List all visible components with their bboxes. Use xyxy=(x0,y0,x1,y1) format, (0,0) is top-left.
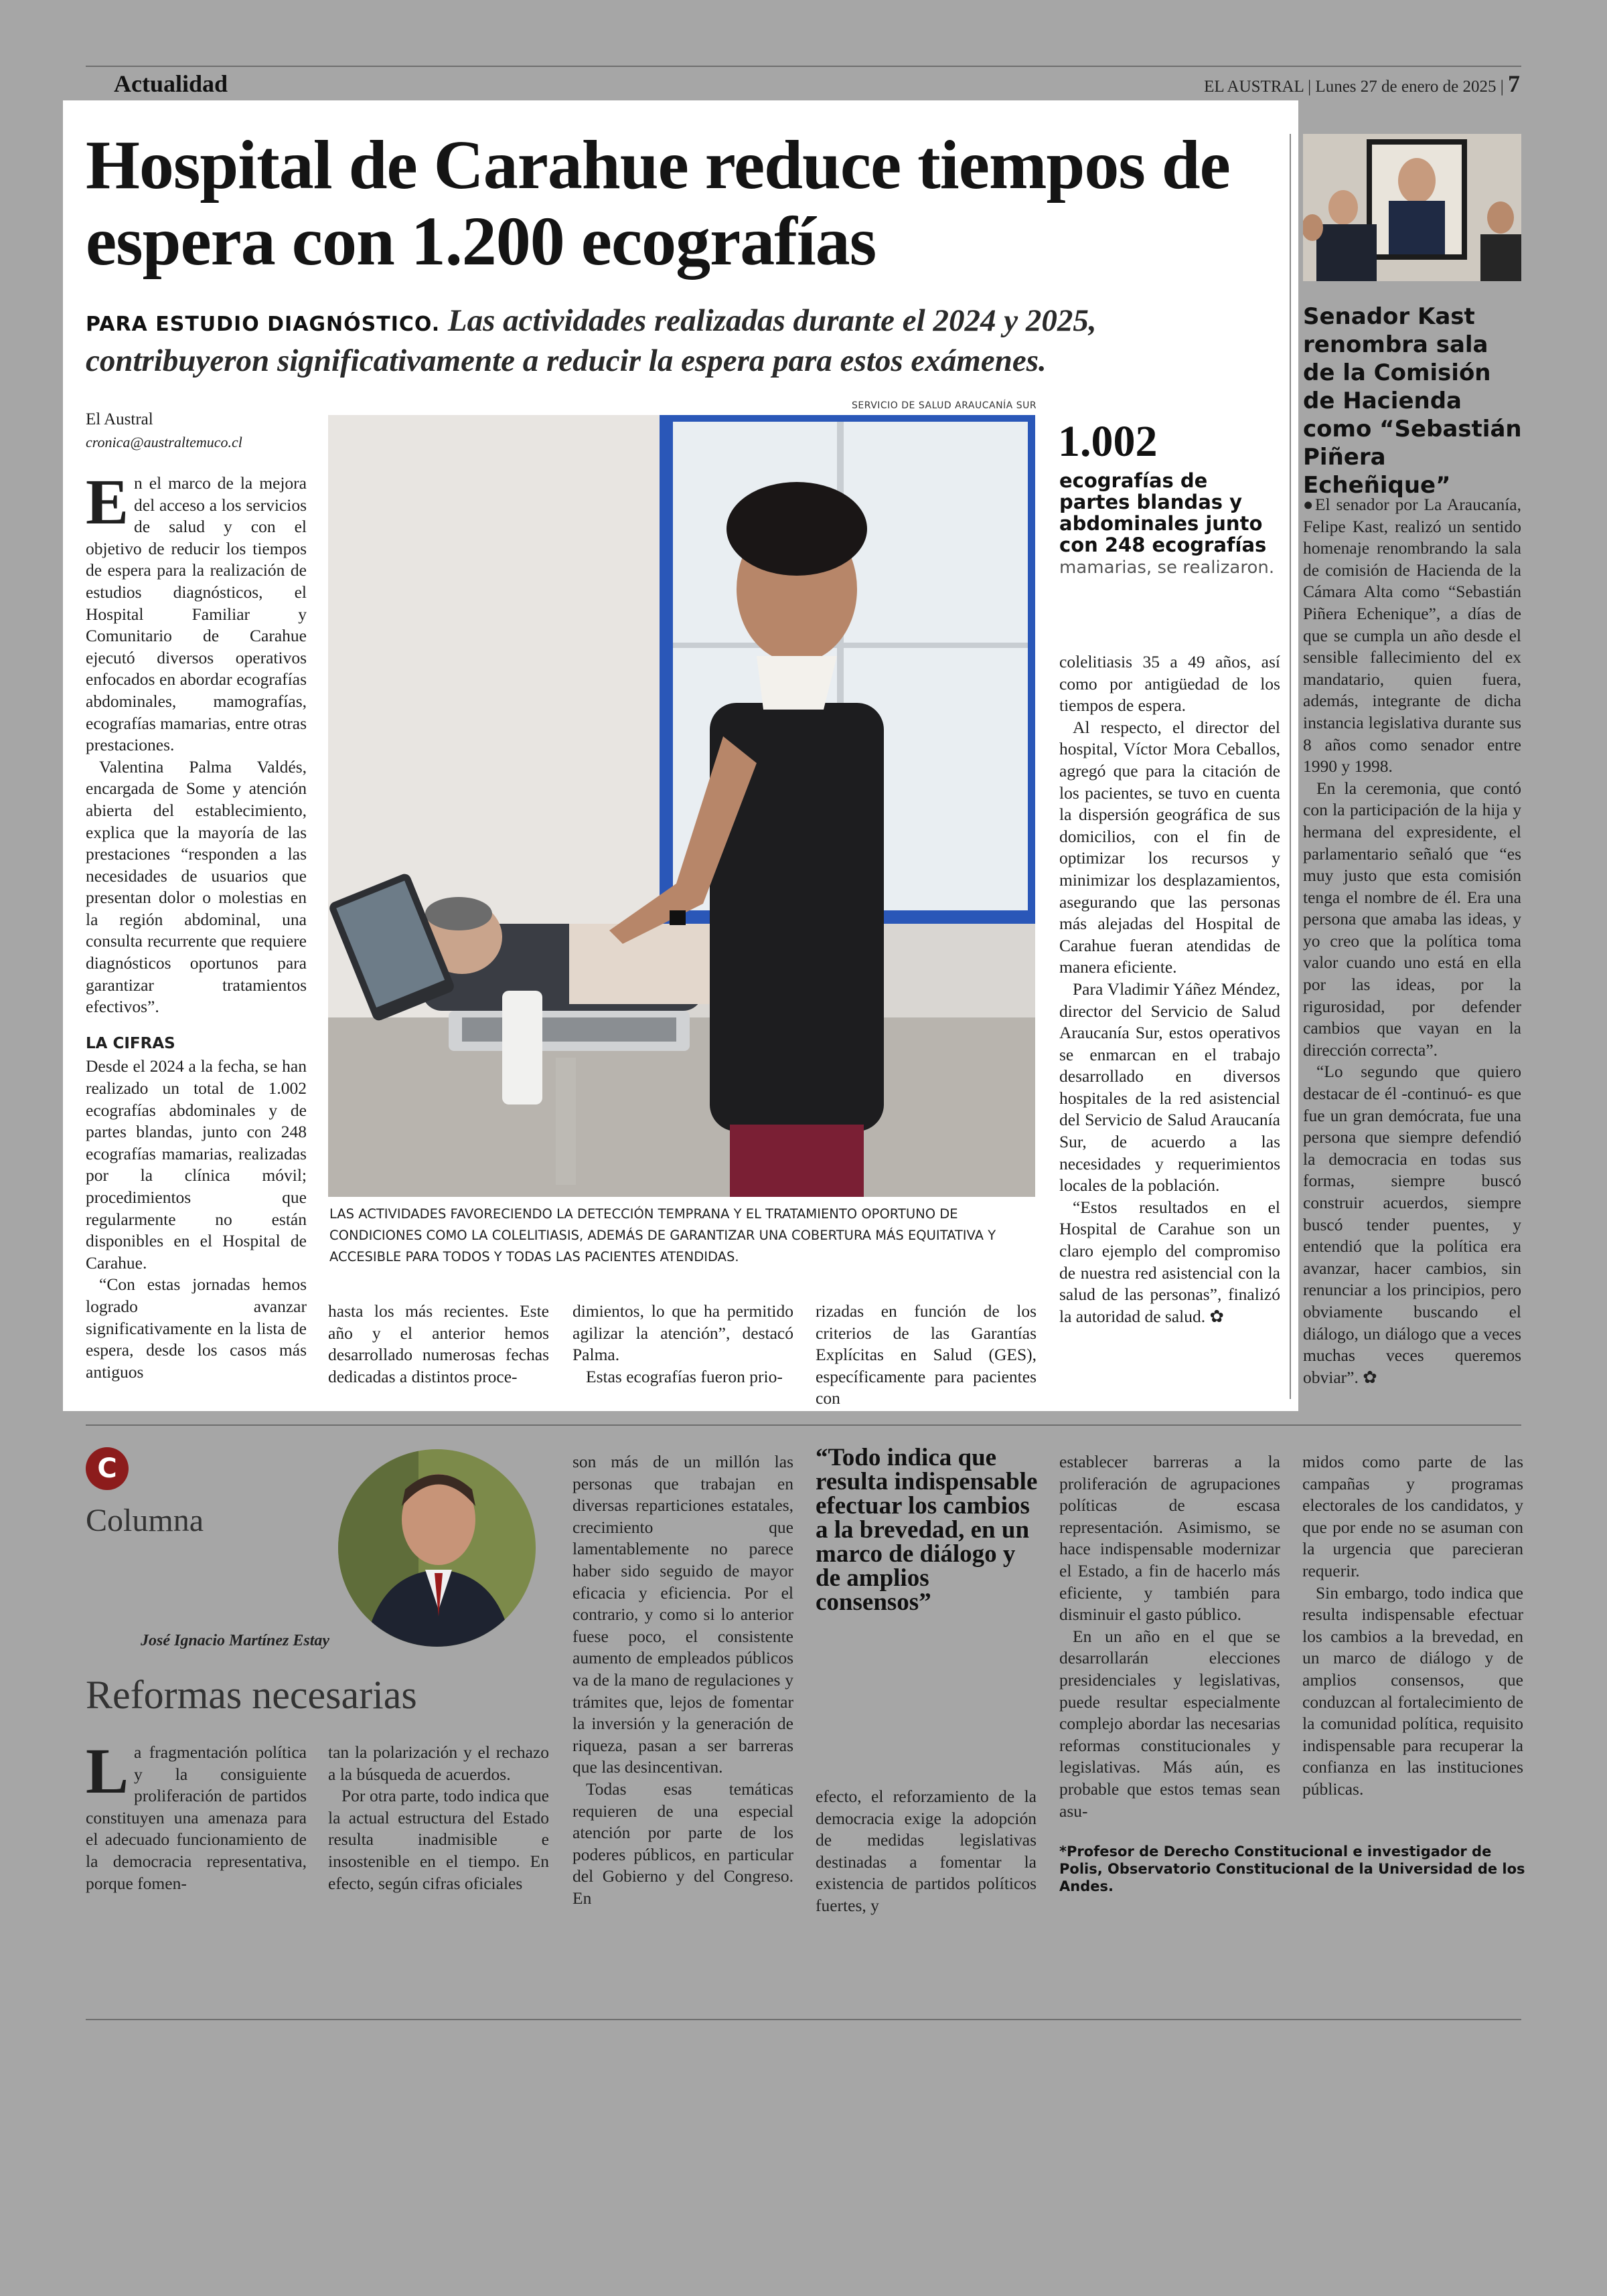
article-col2-text: hasta los más recientes. Este año y el anterior hemos desarrollado numerosas fechas dedicadas a distintos proce- xyxy=(328,1301,549,1386)
byline xyxy=(86,408,242,454)
article-col5-p4-text: “Estos resultados en el Hospital de Carahue son un claro ejemplo del compromiso de nuestra red asistencial con la salud de las personas”, finalizó la autoridad de salud. xyxy=(1059,1197,1280,1326)
sidebar-body xyxy=(1303,494,1521,1388)
stat-bold: ecografías de partes blandas y abdominales junto con 248 ecografías xyxy=(1059,469,1267,556)
masthead-meta: EL AUSTRAL | Lunes 27 de enero de 2025 | 7 xyxy=(1204,70,1520,97)
article-col1-p4: “Con estas jornadas hemos logrado avanzar significativamente en la lista de espera, desde los casos más antiguos xyxy=(86,1275,307,1382)
column-title: Reformas necesarias xyxy=(86,1673,417,1717)
sidebar-p2: En la ceremonia, que contó con la participación de la hija y hermana del expresidente, el parlamentario señaló que “es muy justo que esta comisión tenga el nombre de él. Era una persona que amaba las ideas, y yo creo que la política toma valor cuando uno está en ella por las ideas, por la rigurosidad, por defender cambios que vayan en la dirección correcta”. xyxy=(1303,778,1521,1060)
stat-text xyxy=(1059,470,1280,578)
column-c2-p2: Por otra parte, todo indica que la actual estructura del Estado resulta inadmisible e insostenible en el tiempo. En efecto, según cifras oficiales xyxy=(328,1786,549,1893)
column-dropcap: L xyxy=(86,1735,129,1807)
column-col-3 xyxy=(572,1451,793,1909)
sidebar-divider xyxy=(1290,134,1291,1399)
sidebar-headline: Senador Kast renombra sala de la Comisión de Hacienda como “Sebastián Piñera Echeñique” xyxy=(1303,303,1522,499)
article-col-5 xyxy=(1059,651,1280,1327)
column-badge-icon: C xyxy=(86,1447,129,1490)
column-c6-p1: midos como parte de las campañas y programas electorales de los candidatos, y que por ende no se asuman con la urgencia que parecieran requerir. xyxy=(1302,1452,1523,1580)
article-col5-p3: Para Vladimir Yáñez Méndez, director del Servicio de Salud Araucanía Sur, estos operativos se enmarcan en el trabajo desarrollado en diversos hospitales de la red asistencial del Servicio de Salud Araucanía Sur, de acuerdo a las necesidades y requerimientos locales de la población. xyxy=(1059,979,1280,1196)
stat-rest: mamarias, se realizaron. xyxy=(1059,558,1275,578)
byline-email: cronica@australtemuco.cl xyxy=(86,434,242,450)
sidebar-photo-illustration xyxy=(1303,134,1521,281)
article-col-3 xyxy=(572,1301,793,1388)
column-col-6 xyxy=(1302,1451,1523,1801)
sidebar-p3-text: “Lo segundo que quiero destacar de él -continuó- es que fue un gran demócrata, fue una persona que siempre defendió la democracia en todas sus formas, siempre buscó construir acuerdos, siempre buscó tender puentes, y entendió que la política era avanzar, hacer cambios, sin renunciar a los principios, pero obviamente buscando el diálogo, un diálogo que a veces muchas veces queremos obviar”. xyxy=(1303,1062,1521,1387)
article-col5-p2: Al respecto, el director del hospital, Víctor Mora Ceballos, agregó que para la citación de los pacientes, se tuvo en cuenta la dispersión geográfica de sus domicilios, con el fin de optimizar los recursos y minimizar los desplazamientos, asegurando que las personas más alejadas del Hospital de Carahue fueran atendidas de manera eficiente. xyxy=(1059,717,1280,977)
article-col3-p2: Estas ecografías fueron prio- xyxy=(586,1366,783,1386)
article-col5-p1: colelitiasis 35 a 49 años, así como por antigüedad de los tiempos de espera. xyxy=(1059,652,1280,716)
article-col1-p2: Valentina Palma Valdés, encargada de Some y atención abierta del establecimiento, explica que la mayoría de las prestaciones “responden a las necesidades de usuarios que presentan dolor o molestias en la región abdominal, una consulta recurrente que requiere diagnósticos oportunos para garantizar tratamientos efectivos”. xyxy=(86,756,307,1017)
column-author: José Ignacio Martínez Estay xyxy=(141,1632,330,1649)
sidebar-p3 xyxy=(1303,1061,1521,1388)
photo-credit: SERVICIO DE SALUD ARAUCANÍA SUR xyxy=(852,400,1037,411)
portrait-illustration xyxy=(338,1449,536,1647)
column-c4-text: efecto, el reforzamiento de la democracia exige la adopción de medidas legislativas destinadas a fomentar la existencia de partidos políticos fuertes, y xyxy=(816,1787,1037,1915)
article-deck xyxy=(86,303,1278,380)
byline-author: El Austral xyxy=(86,410,153,428)
column-c5-p1: establecer barreras a la proliferación de agrupaciones políticas de escasa representación. Asimismo, se hace indispensable modernizar el Estado, a fin de hacerlo más eficiente, y también para disminuir el gasto público. xyxy=(1059,1452,1280,1625)
page-number: 7 xyxy=(1508,70,1520,97)
bottom-rule xyxy=(86,2019,1521,2020)
section-label: Actualidad xyxy=(114,70,228,97)
article-col4-text: rizadas en función de los criterios de las Garantías Explícitas en Salud (GES), específicamente para pacientes con xyxy=(816,1301,1037,1408)
article-col3-p1: dimientos, lo que ha permitido agilizar la atención”, destacó Palma. xyxy=(572,1301,793,1365)
column-c1-text: a fragmentación política y la consiguiente proliferación de partidos constituyen una amenaza para el adecuado funcionamiento de la democracia representativa, porque fomen- xyxy=(86,1742,307,1893)
column-label: Columna xyxy=(86,1503,204,1538)
photo-caption: LAS ACTIVIDADES FAVORECIENDO LA DETECCIÓN TEMPRANA Y EL TRATAMIENTO OPORTUNO DE CONDICIONES COMO LA COLELITIASIS, ADEMÁS DE GARANTIZAR UNA COBERTURA MÁS EQUITATIVA Y ACCESIBLE PARA TODOS Y TODAS LAS PACIENTES ATENDIDAS. xyxy=(329,1206,996,1264)
end-mark-icon: ✿ xyxy=(1209,1306,1224,1326)
deck-kicker: PARA ESTUDIO DIAGNÓSTICO. xyxy=(86,313,441,336)
article-subhead: LA CIFRAS xyxy=(86,1034,175,1052)
article-col-4 xyxy=(816,1301,1037,1410)
pull-quote: “Todo indica que resulta indispensable efectuar los cambios a la brevedad, en un marco de diálogo y de amplios consensos” xyxy=(816,1444,1038,1616)
article-col-1 xyxy=(86,466,307,1383)
photo-illustration xyxy=(328,415,1035,1197)
column-c3-p2: Todas esas temáticas requieren de una especial atención por parte de los poderes públicos, en particular del Gobierno y del Congreso. En xyxy=(572,1779,793,1908)
stat-number: 1.002 xyxy=(1058,417,1158,466)
article-col1-p1: n el marco de la mejora del acceso a los servicios de salud y con el objetivo de reducir los tiempos de espera para la realización de estudios diagnósticos, el Hospital Familiar y Comunitario de Carahue ejecutó diversos operativos enfocados en abordar ecografías abdominales, mamografías, ecografías mamarias, entre otras prestaciones. xyxy=(86,473,307,755)
column-c2-p1: tan la polarización y el rechazo a la búsqueda de acuerdos. xyxy=(328,1742,549,1784)
column-col-1 xyxy=(86,1735,307,1894)
deck-text: Las actividades realizadas durante el 2024 y 2025, contribuyeron significativamente a reducir la espera para estos exámenes. xyxy=(86,303,1097,378)
column-c6-p2: Sin embargo, todo indica que resulta indispensable efectuar los cambios a la brevedad, en un marco de diálogo y de amplios consensos, que conduzcan al fortalecimiento de la comunidad política, requisito indispensable para recuperar la confianza en las instituciones públicas. xyxy=(1302,1582,1523,1799)
mid-rule xyxy=(86,1424,1521,1426)
column-c3-p1: son más de un millón las personas que trabajan en diversas reparticiones estatales, crecimiento que lamentablemente no parece haber sido seguido de mayor eficacia y eficiencia. Por el contrario, y como si lo anterior fuese poco, el consistente aumento de empleados públicos va de la mano de regulaciones y trámites que, lejos de fomentar la inversión y la generación de riqueza, pasan a ser barreras que las desincentivan. xyxy=(572,1452,793,1777)
issue-date: Lunes 27 de enero de 2025 xyxy=(1315,78,1497,96)
article-col-2 xyxy=(328,1301,549,1388)
sidebar-p1: ●El senador por La Araucanía, Felipe Kast, realizó un sentido homenaje renombrando la sala de comisión de Hacienda de la Cámara Alta como “Sebastián Piñera Echenique”, a días de que se cumpla un año desde el sensible fallecimiento del ex mandatario, quien fuera, además, integrante de dicha instancia legislativa durante sus 8 años como senador entre 1990 y 1998. xyxy=(1303,495,1521,776)
ultrasound-photo xyxy=(328,415,1035,1197)
sidebar-end-mark-icon: ✿ xyxy=(1363,1367,1377,1387)
column-col-5 xyxy=(1059,1451,1280,1822)
article-col1-p3: Desde el 2024 a la fecha, se han realizado un total de 1.002 ecografías abdominales y de partes blandas, junto con 248 ecografías mamarias, realizadas por la clínica móvil; procedimientos que regularmente no están disponibles en el Hospital de Carahue. xyxy=(86,1056,307,1273)
column-col-4 xyxy=(816,1786,1037,1917)
sidebar-photo xyxy=(1303,134,1521,281)
article-headline: Hospital de Carahue reduce tiempos de espera con 1.200 ecografías xyxy=(86,127,1230,280)
column-footnote: *Profesor de Derecho Constitucional e investigador de Polis, Observatorio Constitucional de la Universidad de los Andes. xyxy=(1059,1843,1525,1894)
top-rule xyxy=(86,66,1521,67)
paper-name: EL AUSTRAL xyxy=(1204,78,1304,96)
author-portrait xyxy=(338,1449,536,1647)
article-col5-p4 xyxy=(1059,1197,1280,1328)
column-col-2 xyxy=(328,1742,549,1894)
column-c5-p2: En un año en el que se desarrollarán elecciones presidenciales y legislativas, puede resultar especialmente complejo abordar las necesarias reformas constitucionales y legislativas. Más aún, es probable que estos temas sean asu- xyxy=(1059,1626,1280,1821)
article-dropcap: E xyxy=(86,466,129,538)
